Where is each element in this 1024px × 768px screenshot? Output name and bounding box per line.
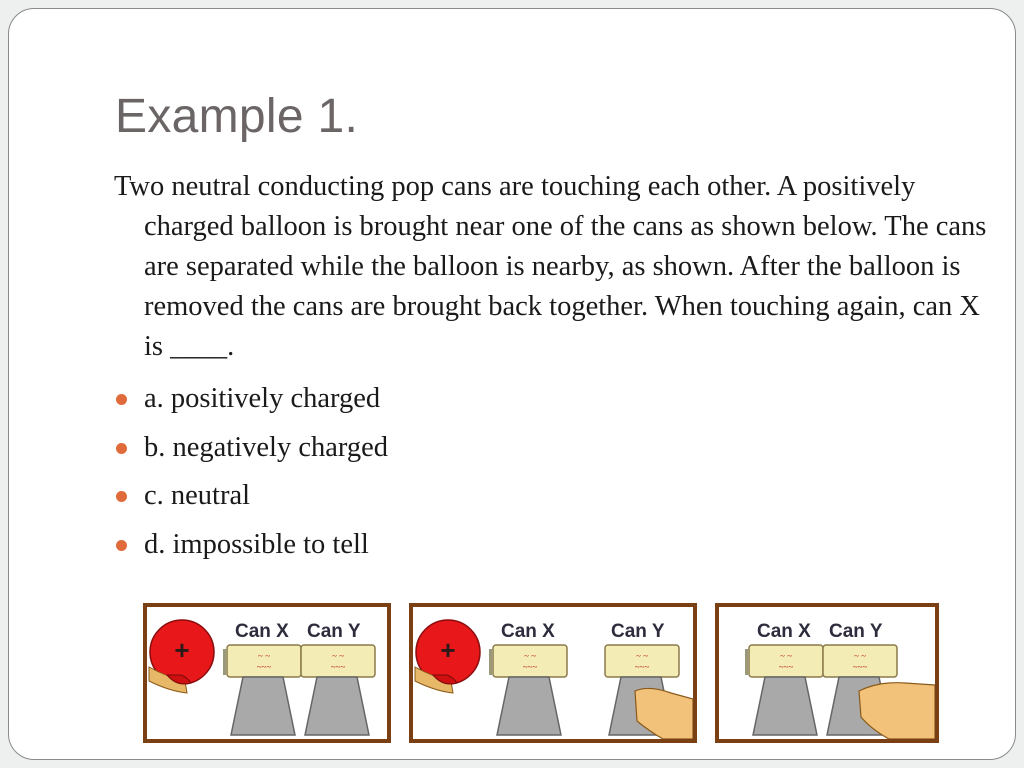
option-label: a. positively charged	[144, 383, 381, 414]
can-y-icon	[605, 645, 679, 677]
can-y-label: Can Y	[829, 621, 883, 642]
option-a	[114, 375, 964, 424]
slide	[8, 8, 1016, 760]
panel-1-illustration	[147, 607, 387, 739]
can-x-icon	[745, 645, 823, 677]
svg-text:~ ~: ~ ~	[854, 651, 866, 661]
panel-2-illustration	[413, 607, 693, 739]
question-text: Two neutral conducting pop cans are touching each other. A positively charged balloon is brought near one of the cans as shown below. The cans are separated while the balloon is nearby, as shown. After the balloon is removed the cans are brought back together. When touching again, can X is ____.	[114, 171, 987, 362]
option-label: d. impossible to tell	[144, 528, 369, 560]
svg-text:~~~: ~~~	[634, 662, 650, 672]
balloon-icon	[149, 620, 214, 693]
svg-text:~~~: ~~~	[522, 662, 538, 672]
bullet-icon	[116, 540, 127, 551]
bullet-icon	[116, 443, 127, 454]
can-x-label: Can X	[501, 621, 555, 642]
bullet-icon	[116, 491, 127, 502]
svg-text:~ ~: ~ ~	[780, 651, 792, 661]
svg-text:~ ~: ~ ~	[524, 651, 536, 661]
option-b	[114, 424, 964, 473]
can-x-label: Can X	[757, 621, 811, 642]
diagram-panel-1	[143, 603, 391, 743]
balloon-sign: +	[174, 635, 190, 665]
can-x-label: Can X	[235, 621, 289, 642]
svg-text:~~~: ~~~	[778, 662, 794, 672]
svg-text:~~~: ~~~	[852, 662, 868, 672]
svg-text:~ ~: ~ ~	[332, 651, 344, 661]
svg-text:~ ~: ~ ~	[636, 651, 648, 661]
svg-text:~~~: ~~~	[330, 662, 346, 672]
can-y-label: Can Y	[611, 621, 665, 642]
balloon-icon	[415, 620, 480, 693]
bullet-icon	[116, 394, 127, 405]
diagram-panel-3	[715, 603, 939, 743]
stand-x-icon	[231, 677, 295, 735]
option-c	[114, 472, 964, 521]
svg-text:~~~: ~~~	[256, 662, 272, 672]
option-d	[114, 521, 964, 570]
answer-options	[114, 375, 964, 569]
stand-y-icon	[305, 677, 369, 735]
svg-text:~ ~: ~ ~	[258, 651, 270, 661]
option-label: b. negatively charged	[144, 431, 389, 463]
panel-3-illustration	[719, 607, 935, 739]
option-label: c. neutral	[144, 480, 251, 511]
can-y-icon	[823, 645, 897, 677]
balloon-sign: +	[440, 635, 456, 665]
stand-x-icon	[497, 677, 561, 735]
can-x-icon	[489, 645, 567, 677]
diagram-panel-2	[409, 603, 697, 743]
stand-x-icon	[753, 677, 817, 735]
can-x-icon	[223, 645, 301, 677]
can-y-icon	[301, 645, 375, 677]
slide-title: Example 1.	[115, 90, 359, 143]
can-y-label: Can Y	[307, 621, 361, 642]
